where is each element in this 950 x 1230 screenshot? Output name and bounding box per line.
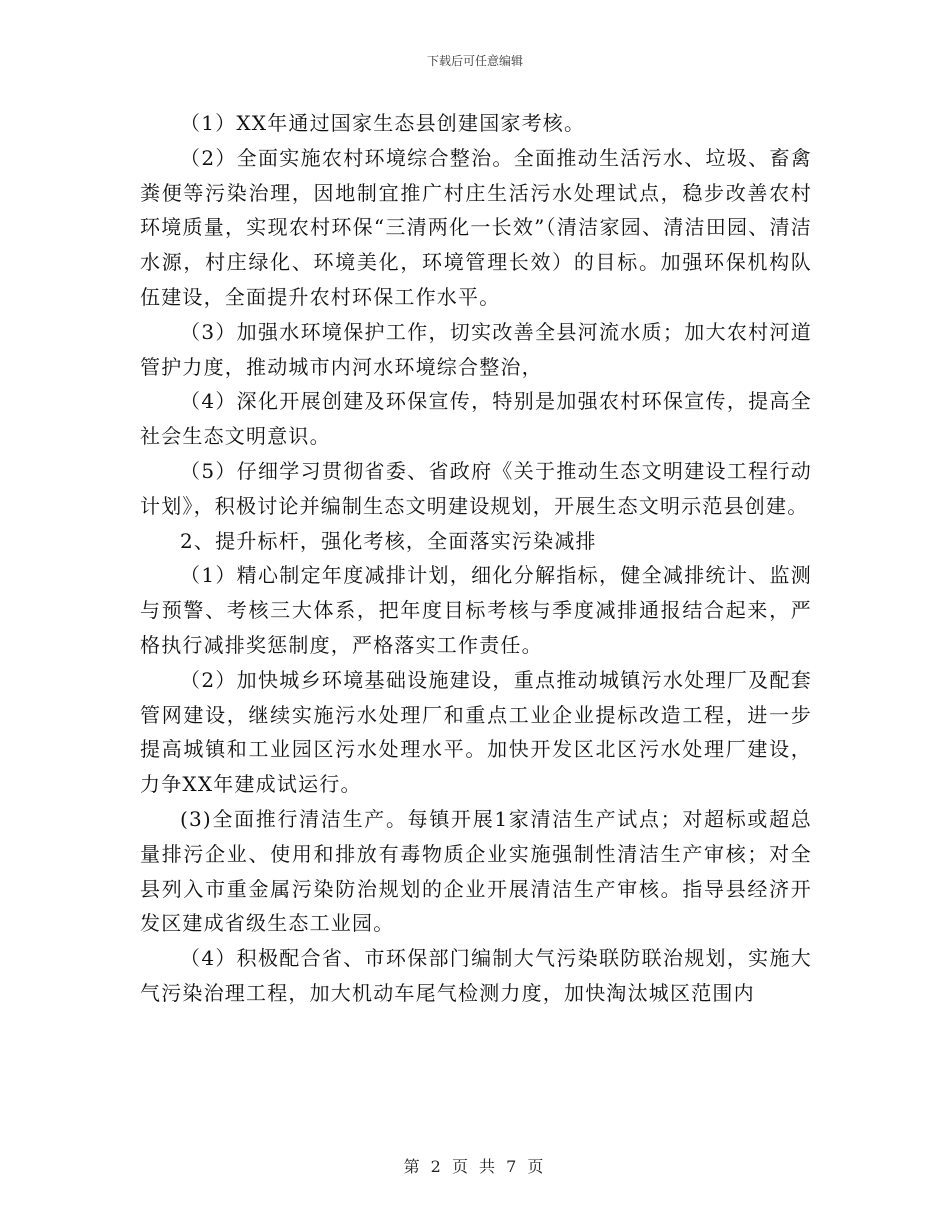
document-body — [140, 106, 812, 1011]
page-header-note: 下载后可任意编辑 — [426, 54, 523, 68]
page-number: 第 2 页 共 7 页 — [403, 1157, 547, 1176]
paragraph-1-1: （1）XX年通过国家生态县创建国家考核。 — [180, 111, 586, 135]
paragraph-1-2: （2）全面实施农村环境综合整治。全面推动生活污水、垃圾、畜禽粪便等污染治理，因地制宜推广村庄生活污水处理试点，稳步改善农村环境质量，实现农村环保“三清两化一长效”（清洁家园、清洁田园、清洁水源，村庄绿化、环境美化，环境管理长效）的目标。加强环保机构队伍建设，全面提升农村环保工作水平。 — [140, 145, 812, 309]
paragraph-1-3: （3）加强水环境保护工作，切实改善全县河流水质；加大农村河道管护力度，推动城市内河水环境综合整治， — [140, 319, 812, 379]
paragraph-1-4: （4）深化开展创建及环保宣传，特别是加强农村环保宣传，提高全社会生态文明意识。 — [140, 389, 812, 449]
paragraph-2-3: (3)全面推行清洁生产。每镇开展1家清洁生产试点；对超标或超总量排污企业、使用和排放有毒物质企业实施强制性清洁生产审核；对全县列入市重金属污染防治规划的企业开展清洁生产审核。指导县经济开发区建成省级生态工业园。 — [140, 806, 812, 936]
paragraph-1-5: （5）仔细学习贯彻省委、省政府《关于推动生态文明建设工程行动计划》，积极讨论并编制生态文明建设规划，开展生态文明示范县创建。 — [140, 458, 812, 518]
paragraph-2-1: （1）精心制定年度减排计划，细化分解指标，健全减排统计、监测与预警、考核三大体系，把年度目标考核与季度减排通报结合起来，严格执行减排奖惩制度，严格落实工作责任。 — [140, 563, 812, 657]
paragraph-2-2: （2）加快城乡环境基础设施建设，重点推动城镇污水处理厂及配套管网建设，继续实施污水处理厂和重点工业企业提标改造工程，进一步提高城镇和工业园区污水处理水平。加快开发区北区污水处理厂建设，力争XX年建成试运行。 — [140, 667, 812, 797]
paragraph-2-4: （4）积极配合省、市环保部门编制大气污染联防联治规划，实施大气污染治理工程，加大机动车尾气检测力度，加快淘汰城区范围内 — [140, 946, 812, 1005]
section-heading-2: 2、提升标杆，强化考核，全面落实污染减排 — [180, 528, 597, 553]
